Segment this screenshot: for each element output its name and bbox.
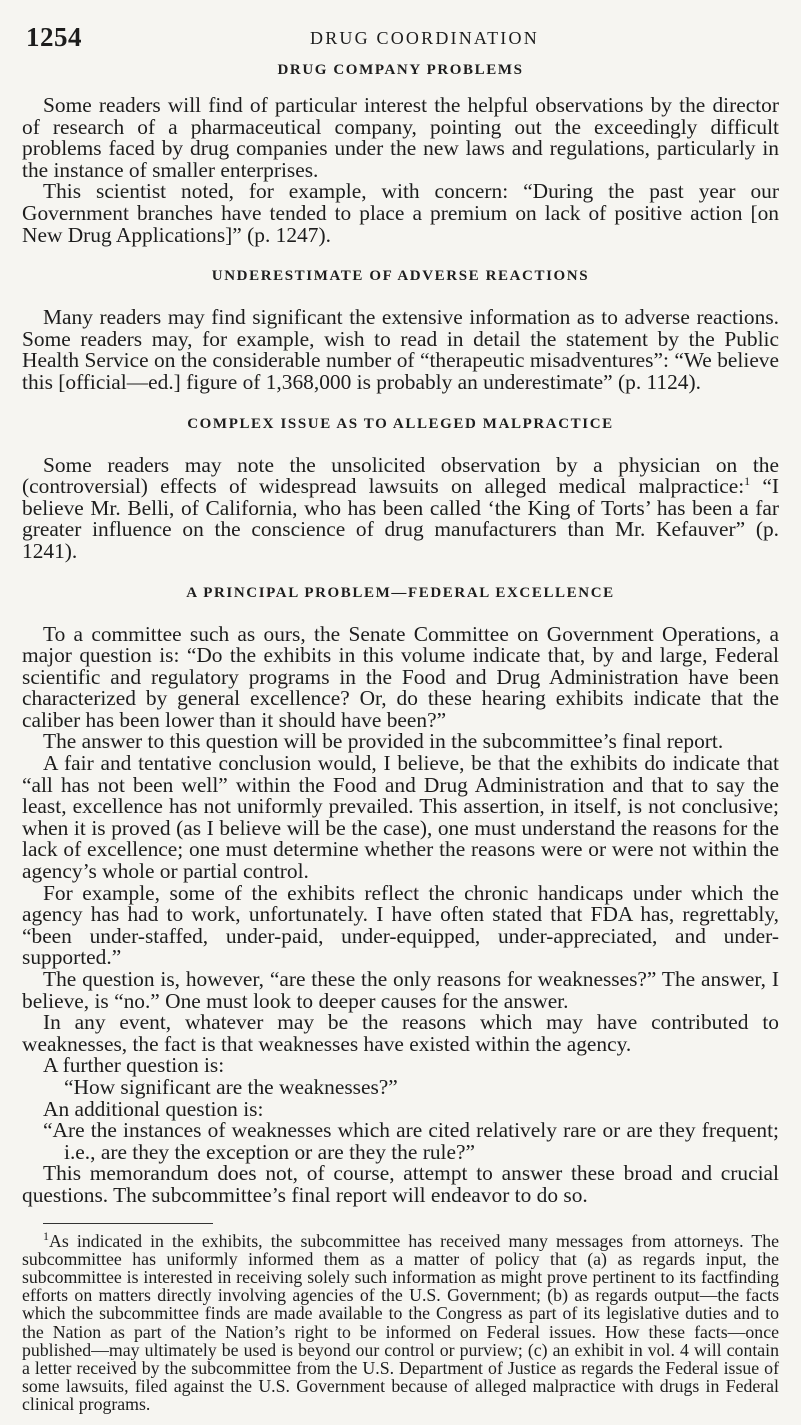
paragraph: For example, some of the exhibits reflect the chronic handicaps under which the agency has had to work, unfortunately. I have often stated that FDA has, regrettably, “been under-staffed, under-paid, under-equipped, under-appreciated, and under-supported.”: [22, 880, 779, 970]
paragraph: To a committee such as ours, the Senate Committee on Government Operations, a major question is: “Do the exhibits in this volume indicate that, by and large, Federal scientific and regulatory programs in the Food and Drug Administration have been characterized by general excellence? Or, do these hearing exhibits indicate that the caliber has been lower than it should have been?”: [22, 621, 779, 732]
paragraph: A fair and tentative conclusion would, I believe, be that the exhibits do indicate that “all has not been well” within the Food and Drug Administration and that to say the least, excellence has not uniformly prevailed. This assertion, in itself, is not conclusive; when it is proved (as I believe will be the case), one must understand the reasons for the lack of excellence; one must determine whether the reasons were or were not within the agency’s whole or partial control.: [22, 751, 779, 884]
section-heading-drug-company-problems: DRUG COMPANY PROBLEMS: [277, 62, 524, 78]
section-heading-federal-excellence: A PRINCIPAL PROBLEM—FEDERAL EXCELLENCE: [186, 584, 615, 601]
page-number: 1254: [26, 22, 82, 52]
section-heading-malpractice: COMPLEX ISSUE AS TO ALLEGED MALPRACTICE: [187, 415, 614, 432]
paragraph-malpractice: [22, 452, 779, 563]
running-head: [22, 22, 779, 62]
paragraph: Many readers may find significant the extensive information as to adverse reactions. Some readers may, for example, wish to read in detail the statement by the Public Health Service on the considerable number of “therapeutic misadventures”: “We believe this [official—ed.] figure of 1,368,000 is probably an underestimate” (p. 1124).: [22, 305, 779, 394]
paragraph: A further question is:: [43, 1053, 225, 1078]
block-quote: “Are the instances of weaknesses which are cited relatively rare or are they frequent; i.e., are they the exception or are they the rule?”: [43, 1118, 779, 1164]
footnote-reference[interactable]: 1: [744, 474, 751, 488]
section-heading-adverse-reactions: UNDERESTIMATE OF ADVERSE REACTIONS: [211, 268, 590, 285]
paragraph: This memorandum does not, of course, attempt to answer these broad and crucial questions. The subcommittee’s final report will endeavor to do so.: [22, 1161, 779, 1207]
footnote-text: As indicated in the exhibits, the subcommittee has received many messages from attorneys. The subcommittee has uniformly informed them as a matter of policy that (a) as regards input, the subcommittee is interested in receiving solely such information as might prove pertinent to its factfinding efforts on matters directly involving agencies of the U.S. Government; (b) as regards output—the facts which the subcommittee finds are made available to the Congress as part of its legislative duties and to the Nation as part of the Nation’s right to be informed on Federal issues. How these facts—once published—may ultimately be used is beyond our control or purview; (c) an exhibit in vol. 4 will contain a letter received by the subcommittee from the U.S. Department of Justice as regards the Federal issue of some lawsuits, filed against the U.S. Government because of alleged malpractice with drugs in Federal clinical programs.: [22, 1230, 779, 1415]
paragraph: The answer to this question will be provided in the subcommittee’s final report.: [43, 729, 724, 754]
belli-quote: “I believe Mr. Belli, of California, who has been called ‘the King of Torts’ has been a far greater influence on the conscience of drug manufacturers than Mr. Kefauver” (p. 1241).: [22, 474, 779, 563]
paragraph: This scientist noted, for example, with concern: “During the past year our Government branches have tended to place a premium on lack of positive action [on New Drug Applications]” (p. 1247).: [22, 179, 779, 247]
running-title: DRUG COORDINATION: [310, 28, 539, 48]
paragraph: In any event, whatever may be the reasons which may have contributed to weaknesses, the fact is that weaknesses have existed within the agency.: [22, 1010, 779, 1056]
paragraph: An additional question is:: [43, 1096, 264, 1121]
paragraph: Some readers will find of particular interest the helpful observations by the director of research of a pharmaceutical company, pointing out the exceedingly difficult problems faced by drug companies under the new laws and regulations, particularly in the instance of smaller enterprises.: [22, 93, 779, 182]
footnote-divider: [43, 1223, 213, 1224]
footnote: [22, 1228, 779, 1415]
paragraph-text: Some readers may note the unsolicited observation by a physician on the (controversial) effects of widespread lawsuits on alleged medical malpractice:: [22, 452, 779, 499]
paragraph: The question is, however, “are these the only reasons for weaknesses?” The answer, I believe, is “no.” One must look to deeper causes for the answer.: [22, 967, 779, 1013]
footnote-marker: 1: [43, 1228, 49, 1243]
block-quote: “How significant are the weaknesses?”: [64, 1074, 398, 1099]
